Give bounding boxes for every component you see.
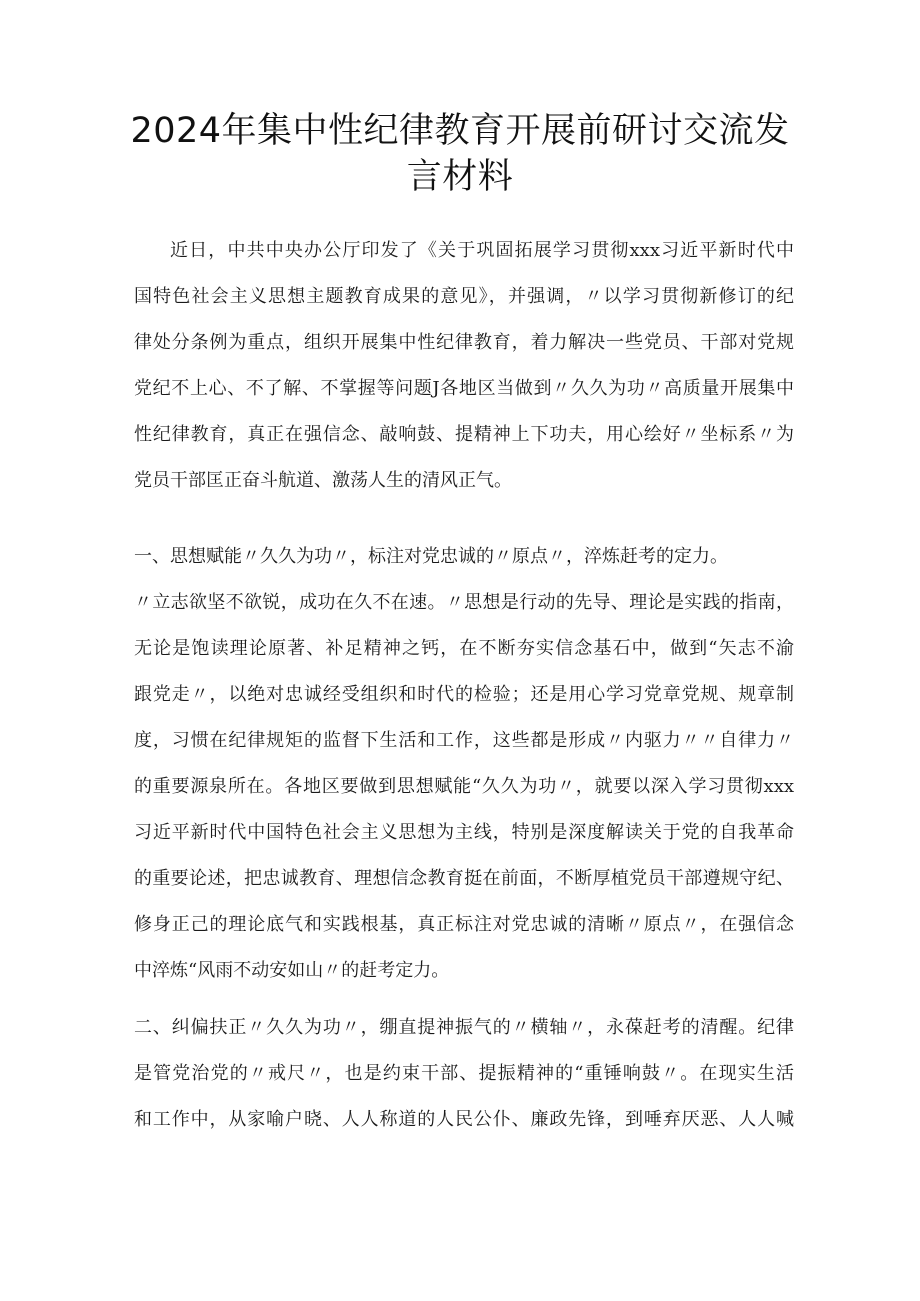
text-line: 习近平新时代中国特色社会主义思想为主线，特别是深度解读关于党的自我革命 [134, 822, 794, 843]
text-line: 中淬炼“风雨不动安如山〃的赶考定力。 [134, 960, 450, 981]
text-line: 无论是饱读理论原著、补足精神之钙，在不断夯实信念基石中，做到“矢志不渝 [134, 638, 794, 659]
text-line: 和工作中，从家喻户晓、人人称道的人民公仆、廉政先锋，到唾弃厌恶、人人喊 [134, 1109, 794, 1130]
title-line: 言材料 [406, 157, 514, 197]
section-1-paragraph [134, 534, 794, 994]
text-line: 的重要源泉所在。各地区要做到思想赋能“久久为功〃，就要以深入学习贯彻xxx [134, 776, 794, 797]
section-heading: 一、思想赋能〃久久为功〃，标注对党忠诚的〃原点〃，淬炼赶考的定力。 [134, 546, 728, 567]
title-line: 2024年集中性纪律教育开展前研讨交流发 [130, 111, 790, 151]
text-line: 修身正己的理论底气和实践根基，真正标注对党忠诚的清晰〃原点〃，在强信念 [134, 914, 794, 935]
text-line: 的重要论述，把忠诚教育、理想信念教育挺在前面，不断厚植党员干部遵规守纪、 [134, 868, 794, 889]
text-line: 〃立志欲坚不欲锐，成功在久不在速。〃思想是行动的先导、理论是实践的指南， [134, 592, 794, 613]
text-line: 性纪律教育，真正在强信念、敲响鼓、提精神上下功夫，用心绘好〃坐标系〃为 [134, 424, 794, 445]
text-line: 度，习惯在纪律规矩的监督下生活和工作，这些都是形成〃内驱力〃〃自律力〃 [134, 730, 794, 751]
text-line: 党纪不上心、不了解、不掌握等问题J各地区当做到〃久久为功〃高质量开展集中 [134, 378, 794, 399]
text-line: 国特色社会主义思想主题教育成果的意见》，并强调，〃以学习贯彻新修订的纪 [134, 286, 794, 307]
text-line: 是管党治党的〃戒尺〃，也是约束干部、提振精神的“重锤响鼓〃。在现实生活 [134, 1063, 794, 1084]
document-title [0, 108, 920, 200]
section-heading: 二、纠偏扶正〃久久为功〃，绷直提神振气的〃横轴〃，永葆赶考的清醒。纪律 [134, 1017, 794, 1038]
section-2-paragraph [134, 1005, 794, 1143]
text-line: 律处分条例为重点，组织开展集中性纪律教育，着力解决一些党员、干部对党规 [134, 332, 794, 353]
text-line: 党员干部匡正奋斗航道、激荡人生的清风正气。 [134, 470, 512, 491]
intro-paragraph [134, 228, 794, 504]
text-line: 跟党走〃，以绝对忠诚经受组织和时代的检验；还是用心学习党章党规、规章制 [134, 684, 794, 705]
text-line: 近日，中共中央办公厅印发了《关于巩固拓展学习贯彻xxx习近平新时代中 [170, 240, 794, 261]
